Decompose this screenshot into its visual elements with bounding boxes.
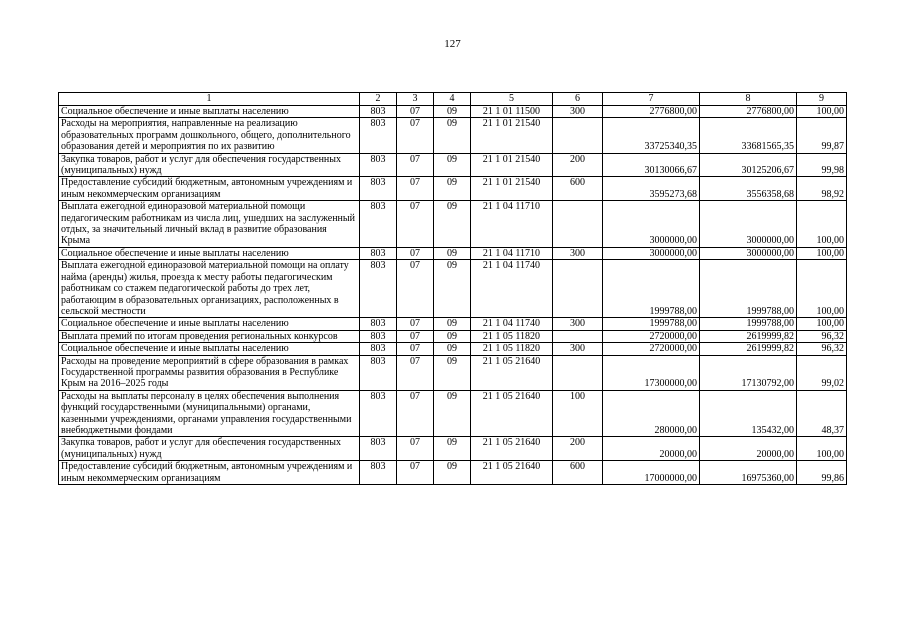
- table-row: [59, 355, 847, 390]
- plan-amount-cell: 2720000,00: [603, 330, 700, 342]
- subsection-code-cell: 09: [434, 118, 471, 153]
- budget-code-cell: 803: [360, 201, 397, 248]
- subsection-code-cell: 09: [434, 260, 471, 318]
- target-article-cell: 21 1 05 11820: [471, 343, 553, 355]
- section-code-cell: 07: [397, 390, 434, 437]
- plan-amount-cell: 17000000,00: [603, 461, 700, 485]
- subsection-code-cell: 09: [434, 437, 471, 461]
- target-article-cell: 21 1 04 11740: [471, 260, 553, 318]
- expense-type-cell: 200: [553, 153, 603, 177]
- row-name-cell: Выплата ежегодной единоразовой материальной помощи педагогическим работникам из числа лиц, ушедших на заслуженный отдых, за значительный личный вклад в развитие образования Крыма: [59, 201, 360, 248]
- section-code-cell: 07: [397, 318, 434, 330]
- table-row: [59, 106, 847, 118]
- actual-amount-cell: 3556358,68: [700, 177, 797, 201]
- subsection-code-cell: 09: [434, 318, 471, 330]
- section-code-cell: 07: [397, 461, 434, 485]
- section-code-cell: 07: [397, 260, 434, 318]
- target-article-cell: 21 1 05 11820: [471, 330, 553, 342]
- execution-percent-cell: 99,87: [797, 118, 847, 153]
- row-name-cell: Социальное обеспечение и иные выплаты населению: [59, 247, 360, 259]
- row-name-cell: Выплата ежегодной единоразовой материальной помощи на оплату найма (аренды) жилья, проезда к месту работы педагогическим работникам со стажем педагогической работы до трех лет, работающим в образовательных организациях, расположенных в сельской местности: [59, 260, 360, 318]
- execution-percent-cell: 48,37: [797, 390, 847, 437]
- row-name-cell: Предоставление субсидий бюджетным, автономным учреждениям и иным некоммерческим организациям: [59, 177, 360, 201]
- target-article-cell: 21 1 01 11500: [471, 106, 553, 118]
- expense-type-cell: 300: [553, 247, 603, 259]
- expense-type-cell: 100: [553, 390, 603, 437]
- expense-type-cell: 600: [553, 177, 603, 201]
- expense-type-cell: 300: [553, 318, 603, 330]
- row-name-cell: Расходы на проведение мероприятий в сфере образования в рамках Государственной программы развития образования в Республике Крым на 2016–2025 годы: [59, 355, 360, 390]
- plan-amount-cell: 280000,00: [603, 390, 700, 437]
- actual-amount-cell: 2776800,00: [700, 106, 797, 118]
- plan-amount-cell: 2776800,00: [603, 106, 700, 118]
- table-row: [59, 118, 847, 153]
- execution-percent-cell: 100,00: [797, 318, 847, 330]
- table-row: [59, 247, 847, 259]
- column-header: 5: [471, 93, 553, 106]
- column-header: 2: [360, 93, 397, 106]
- budget-table: [58, 92, 847, 485]
- actual-amount-cell: 2619999,82: [700, 343, 797, 355]
- expense-type-cell: 300: [553, 106, 603, 118]
- actual-amount-cell: 33681565,35: [700, 118, 797, 153]
- column-header: 6: [553, 93, 603, 106]
- budget-code-cell: 803: [360, 318, 397, 330]
- section-code-cell: 07: [397, 177, 434, 201]
- plan-amount-cell: 3000000,00: [603, 201, 700, 248]
- row-name-cell: Расходы на мероприятия, направленные на реализацию образовательных программ дошкольного, общего, дополнительного образования детей и мероприятия по их развитию: [59, 118, 360, 153]
- plan-amount-cell: 2720000,00: [603, 343, 700, 355]
- table-row: [59, 260, 847, 318]
- plan-amount-cell: 33725340,35: [603, 118, 700, 153]
- table-row: [59, 343, 847, 355]
- actual-amount-cell: 3000000,00: [700, 201, 797, 248]
- subsection-code-cell: 09: [434, 106, 471, 118]
- budget-code-cell: 803: [360, 355, 397, 390]
- execution-percent-cell: 99,86: [797, 461, 847, 485]
- column-header: 3: [397, 93, 434, 106]
- row-name-cell: Социальное обеспечение и иные выплаты населению: [59, 318, 360, 330]
- page-number: 127: [444, 38, 461, 50]
- actual-amount-cell: 2619999,82: [700, 330, 797, 342]
- target-article-cell: 21 1 01 21540: [471, 153, 553, 177]
- budget-code-cell: 803: [360, 461, 397, 485]
- actual-amount-cell: 30125206,67: [700, 153, 797, 177]
- subsection-code-cell: 09: [434, 461, 471, 485]
- plan-amount-cell: 1999788,00: [603, 260, 700, 318]
- execution-percent-cell: 100,00: [797, 106, 847, 118]
- execution-percent-cell: 98,92: [797, 177, 847, 201]
- budget-code-cell: 803: [360, 177, 397, 201]
- row-name-cell: Социальное обеспечение и иные выплаты населению: [59, 343, 360, 355]
- expense-type-cell: 300: [553, 343, 603, 355]
- section-code-cell: 07: [397, 355, 434, 390]
- target-article-cell: 21 1 05 21640: [471, 390, 553, 437]
- section-code-cell: 07: [397, 247, 434, 259]
- section-code-cell: 07: [397, 437, 434, 461]
- row-name-cell: Закупка товаров, работ и услуг для обеспечения государственных (муниципальных) нужд: [59, 153, 360, 177]
- column-header: 8: [700, 93, 797, 106]
- actual-amount-cell: 16975360,00: [700, 461, 797, 485]
- target-article-cell: 21 1 04 11710: [471, 201, 553, 248]
- section-code-cell: 07: [397, 330, 434, 342]
- expense-type-cell: [553, 260, 603, 318]
- actual-amount-cell: 1999788,00: [700, 318, 797, 330]
- budget-code-cell: 803: [360, 118, 397, 153]
- plan-amount-cell: 17300000,00: [603, 355, 700, 390]
- actual-amount-cell: 3000000,00: [700, 247, 797, 259]
- column-header: 7: [603, 93, 700, 106]
- row-name-cell: Выплата премий по итогам проведения региональных конкурсов: [59, 330, 360, 342]
- table-row: [59, 201, 847, 248]
- plan-amount-cell: 1999788,00: [603, 318, 700, 330]
- budget-code-cell: 803: [360, 153, 397, 177]
- table-row: [59, 390, 847, 437]
- section-code-cell: 07: [397, 201, 434, 248]
- budget-code-cell: 803: [360, 390, 397, 437]
- expense-type-cell: [553, 201, 603, 248]
- subsection-code-cell: 09: [434, 177, 471, 201]
- plan-amount-cell: 30130066,67: [603, 153, 700, 177]
- row-name-cell: Закупка товаров, работ и услуг для обеспечения государственных (муниципальных) нужд: [59, 437, 360, 461]
- budget-code-cell: 803: [360, 247, 397, 259]
- target-article-cell: 21 1 01 21540: [471, 177, 553, 201]
- expense-type-cell: [553, 118, 603, 153]
- plan-amount-cell: 20000,00: [603, 437, 700, 461]
- column-header: 4: [434, 93, 471, 106]
- target-article-cell: 21 1 04 11740: [471, 318, 553, 330]
- execution-percent-cell: 100,00: [797, 201, 847, 248]
- execution-percent-cell: 100,00: [797, 247, 847, 259]
- expense-type-cell: 600: [553, 461, 603, 485]
- table-row: [59, 437, 847, 461]
- execution-percent-cell: 100,00: [797, 260, 847, 318]
- budget-code-cell: 803: [360, 260, 397, 318]
- plan-amount-cell: 3595273,68: [603, 177, 700, 201]
- target-article-cell: 21 1 05 21640: [471, 461, 553, 485]
- actual-amount-cell: 1999788,00: [700, 260, 797, 318]
- actual-amount-cell: 135432,00: [700, 390, 797, 437]
- column-header: 1: [59, 93, 360, 106]
- target-article-cell: 21 1 01 21540: [471, 118, 553, 153]
- table-header-row: [59, 93, 847, 106]
- section-code-cell: 07: [397, 118, 434, 153]
- row-name-cell: Предоставление субсидий бюджетным, автономным учреждениям и иным некоммерческим организациям: [59, 461, 360, 485]
- table-row: [59, 461, 847, 485]
- budget-code-cell: 803: [360, 330, 397, 342]
- row-name-cell: Социальное обеспечение и иные выплаты населению: [59, 106, 360, 118]
- subsection-code-cell: 09: [434, 247, 471, 259]
- target-article-cell: 21 1 05 21640: [471, 355, 553, 390]
- budget-code-cell: 803: [360, 106, 397, 118]
- execution-percent-cell: 99,98: [797, 153, 847, 177]
- actual-amount-cell: 20000,00: [700, 437, 797, 461]
- table-row: [59, 330, 847, 342]
- plan-amount-cell: 3000000,00: [603, 247, 700, 259]
- subsection-code-cell: 09: [434, 390, 471, 437]
- section-code-cell: 07: [397, 153, 434, 177]
- execution-percent-cell: 96,32: [797, 330, 847, 342]
- table-row: [59, 177, 847, 201]
- expense-type-cell: [553, 355, 603, 390]
- subsection-code-cell: 09: [434, 343, 471, 355]
- expense-type-cell: [553, 330, 603, 342]
- section-code-cell: 07: [397, 106, 434, 118]
- subsection-code-cell: 09: [434, 201, 471, 248]
- budget-code-cell: 803: [360, 437, 397, 461]
- subsection-code-cell: 09: [434, 355, 471, 390]
- actual-amount-cell: 17130792,00: [700, 355, 797, 390]
- column-header: 9: [797, 93, 847, 106]
- execution-percent-cell: 99,02: [797, 355, 847, 390]
- table-row: [59, 153, 847, 177]
- execution-percent-cell: 100,00: [797, 437, 847, 461]
- execution-percent-cell: 96,32: [797, 343, 847, 355]
- subsection-code-cell: 09: [434, 330, 471, 342]
- subsection-code-cell: 09: [434, 153, 471, 177]
- row-name-cell: Расходы на выплаты персоналу в целях обеспечения выполнения функций государственными (муниципальными) органами, казенными учреждениями, органами управления государственными внебюджетными фондами: [59, 390, 360, 437]
- budget-code-cell: 803: [360, 343, 397, 355]
- table-row: [59, 318, 847, 330]
- expense-type-cell: 200: [553, 437, 603, 461]
- target-article-cell: 21 1 05 21640: [471, 437, 553, 461]
- target-article-cell: 21 1 04 11710: [471, 247, 553, 259]
- section-code-cell: 07: [397, 343, 434, 355]
